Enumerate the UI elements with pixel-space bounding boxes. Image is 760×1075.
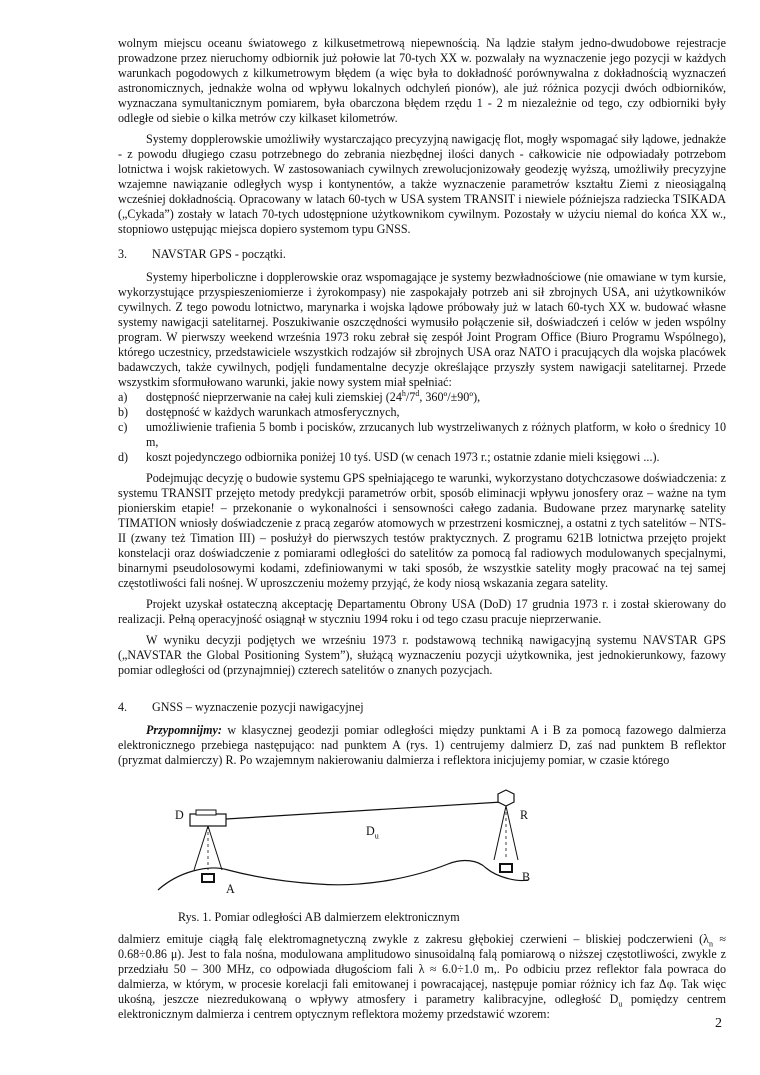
section-3-heading: [118, 247, 726, 262]
list-item-text: koszt pojedynczego odbiornika poniżej 10 tyś. USD (w cenach 1973 r.; ostatnie zdanie mieli księgowi ...).: [146, 450, 660, 464]
figure-drawing: [118, 772, 538, 912]
section-4-paragraph-1: Przypomnijmy: w klasycznej geodezji pomiar odległości między punktami A i B za pomocą fazowego dalmierza elektronicznego przebiega następująco: nad punktem A (rys. 1) centrujemy dalmierz D, zaś nad punktem B reflektor (pryzmat dalmierczy) R. Po wzajemnym nakierowaniu dalmierza i reflektora inicjujemy pomiar, w czasie którego: [118, 723, 726, 767]
list-item-text: umożliwienie trafienia 5 bomb i pocisków, zrzucanych lub wystrzeliwanych z różnych platform, w koło o średnicy 10 m,: [146, 420, 726, 449]
rangefinder-body: [190, 814, 226, 826]
list-item: [118, 420, 726, 450]
figure-caption: Rys. 1. Pomiar odległości AB dalmierzem elektronicznym: [178, 910, 460, 924]
list-marker: c): [118, 420, 128, 434]
section-3-paragraph-3: Projekt uzyskał ostateczną akceptację Departamentu Obrony USA (DoD) 17 grudnia 1973 r. i został skierowany do realizacji. Pełną operacyjność osiągnął w styczniu 1994 roku i od tego czasu pracuje nieprzerwanie.: [118, 597, 726, 626]
section-3-paragraph-4: W wyniku decyzji podjętych we wrześniu 1973 r. podstawową techniką nawigacyjną systemu NAVSTAR GPS („NAVSTAR the Global Positioning System”), służącą wyznaczeniu pozycji użytkownika, jest jednokierunkowy, fazowy pomiar odległości od (przynajmniej) czterech satelitów o znanych pozycjach.: [118, 633, 726, 677]
figure-label-a: A: [226, 882, 235, 896]
figure-label-b: B: [522, 870, 531, 884]
rangefinder-top: [196, 810, 216, 815]
section-4-heading: [118, 700, 726, 715]
paragraph-doppler: Systemy dopplerowskie umożliwiły wystarczająco precyzyjną nawigację flot, mogły wspomagać siły lądowe, jednakże - z powodu długiego czasu potrzebnego do zebrania niezbędnej ilości danych - całkowicie nie odpowiadały potrzebom lotnictwa i wojsk rakietowych. W zastosowaniach cywilnych zrewolucjonizowały geodezję wyższą, umożliwiły precyzyjne wzajemne nawiązanie odległych wysp i kontynentów, a także wyznaczenie parametrów kształtu Ziemi z nieosiągalną wcześniej dokładnością. Opracowany w latach 60-tych w USA system TRANSIT i niewiele późniejsza radziecka TSIKADA („Cykada”) zostały w latach 70-tych udostępnione użytkownikom cywilnym. Pozostały w użyciu niemal do końca XX w., stopniowo ustępując miejsca dopiero systemom typu GNSS.: [118, 132, 726, 236]
section-3-paragraph-2: Podejmując decyzję o budowie systemu GPS spełniającego te warunki, wykorzystano dotychczasowe doświadczenia: z systemu TRANSIT przejęto metody predykcji parametrów orbit, sposób eliminacji wpływu jonosfery oraz – ważne na tym pionierskim etapie! – przekonanie o wykonalności i sensowności całego zadania. Budowane przez marynarkę satelity TIMATION wniosły doświadczenie z pracą zegarów atomowych w przestrzeni kosmicznej, a ostatni z tych satelitów – NTS-II (zwany też Timation III) – posłużył do pierwszych testów praktycznych. Z programu 621B lotnictwa przejęto projekt konstelacji oraz doświadczenie z pomiarami odległości do satelitów za pomocą fal radiowych modulowanych specjalnymi, binarnymi pseudolosowymi kodami, zdefiniowanymi w taki sposób, że wszystkie satelity mogły pracować na tej samej częstotliwości fali nośnej. W uproszczeniu możemy przyjąć, że kody niosą wskazania zegara satelity.: [118, 471, 726, 590]
list-item-text: dostępność w każdych warunkach atmosferycznych,: [146, 405, 400, 419]
figure-distance-measurement: [118, 772, 726, 930]
point-a-marker: [202, 874, 214, 882]
point-b-marker: [500, 864, 512, 872]
figure-label-d: D: [175, 808, 184, 822]
section-4-paragraph-2: dalmierz emituje ciągłą falę elektromagnetyczną zwykle z zakresu głębokiej czerwieni – bliskiej podczerwieni ($\lambda_n \approx 0.68\div 0.86$ μ). Jest to fala nośna, modulowana amplitudowo sinusoidalną falą pomiarową o niższej częstotliwości, zwykle z przedziału 50 – 300 MHz, co odpowiada długościom fali λ ≈ 6.0÷1.0 m,. Po odbiciu przez reflektor fala powraca do dalmierza, w którym, w procesie korelacji fali emitowanej i powracającej, następuje pomiar różnicy ich faz Δφ. Tak więc ukośną, jeszcze niezredukowaną o wpływy atmosfery i parametry kalibracyjne, odległość $D_u$ pomiędzy centrem elektronicznym dalmierza i centrem optycznym reflektora możemy przedstawić wzorem:: [118, 932, 726, 1021]
requirements-list: [118, 390, 726, 465]
page-number: 2: [715, 1016, 722, 1031]
tripod-leg: [194, 826, 208, 870]
reflector-prism: [498, 790, 514, 806]
paragraph-continued: wolnym miejscu oceanu światowego z kilkusetmetrową niepewnością. Na lądzie stałym jedno-dwudobowe rejestracje prowadzone przez nieruchomy odbiornik już połowie lat 70-tych XX w. pozwalały na wyznaczenie jego pozycji w każdych warunkach pogodowych z kilkumetrowym błędem (a więc była to dokładność porównywalna z dokładnością wyznaczeń astronomicznych, jednakże wolna od wpływu lokalnych odchyleń pionów), ale już różnica pozycji dwóch odbiorników, wyznaczana symultanicznym pomiarem, była obarczona błędem rzędu 1 - 2 m niezależnie od tego, czy odbiorniki były odległe od siebie o kilka metrów czy kilkaset kilometrów.: [118, 36, 726, 125]
list-item-text: dostępność nieprzerwanie na całej kuli ziemskiej (24$^h$/7$^d$, 360º/±90º),: [146, 388, 481, 404]
measurement-line: [226, 802, 502, 819]
list-item: [118, 450, 726, 465]
tripod-leg: [494, 806, 506, 860]
document-page: [118, 36, 726, 1022]
list-marker: b): [118, 405, 129, 419]
figure-label-r: R: [520, 808, 529, 822]
section-4-title: GNSS – wyznaczenie pozycji nawigacyjnej: [152, 700, 364, 714]
section-4-number: 4.: [118, 700, 128, 714]
list-marker: a): [118, 390, 128, 404]
list-item: [118, 405, 726, 420]
list-marker: d): [118, 450, 129, 464]
section-3-paragraph-1: Systemy hiperboliczne i dopplerowskie oraz wspomagające je systemy bezwładnościowe (nie omawiane w tym kursie, wykorzystujące przyspieszeniomierze i żyrokompasy) nie zaspokajały potrzeb ani sił zbrojnych USA, ani użytkowników cywilnych. Z tego powodu lotnictwo, marynarka i wojska lądowe próbowały już w latach 60-tych XX w. budować własne systemy nawigacji satelitarnej. Poszukiwanie oszczędności wymusiło połączenie sił, doświadczeń i celów w jeden wspólny program. W pierwszy weekend września 1973 roku zebrał się zespół Joint Program Office (Biuro Programu Wspólnego), którego uczestnicy, przedstawiciele wszystkich rodzajów sił zbrojnych USA oraz NATO i pracujących dla wojska placówek badawczych, także cywilnych, podjęli fundamentalne decyzje określające przyszły system nawigacji satelitarnej. Przede wszystkim sformułowano warunki, jakie nowy system miał spełniać:: [118, 270, 726, 389]
tripod-leg: [208, 826, 222, 870]
section-3-number: 3.: [118, 247, 128, 261]
figure-label-du: $D_u$: [366, 824, 379, 841]
tripod-leg: [506, 806, 518, 860]
section-3-title: NAVSTAR GPS - początki.: [152, 247, 286, 261]
lead-word: Przypomnijmy:: [146, 723, 222, 737]
list-item: [118, 390, 726, 405]
